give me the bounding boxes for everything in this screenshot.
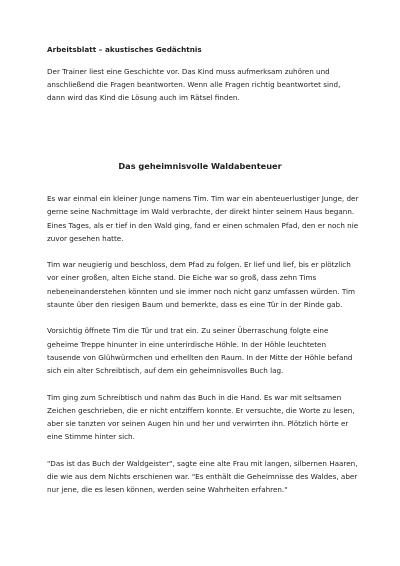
story-paragraph: Es war einmal ein kleiner Junge namens Tim. Tim war ein abenteuerlustiger Junge, der gerne seine Nachmittage im Wald verbrachte, der direkt hinter seinem Haus begann. Eines Tages, als er tief in den Wald ging, fand er einen schmalen Pfad, den er noch nie zuvor gesehen hatte. <box>47 194 359 243</box>
story-paragraph: Vorsichtig öffnete Tim die Tür und trat ein. Zu seiner Überraschung folgte eine geheime Treppe hinunter in eine unterirdische Höhle. In der Höhle leuchteten tausende von Glühwürmchen und erhellten den Raum. In der Mitte der Höhle befand sich ein alter Schreibtisch, auf dem ein geheimnisvolles Buch lag. <box>47 326 353 376</box>
story-paragraph: Tim ging zum Schreibtisch und nahm das Buch in die Hand. Es war mit seltsamen Zeichen geschrieben, die er nicht entziffern konnte. Er versuchte, die Worte zu lesen, aber sie tanzten vor seinen Augen hin und her und verwirrten ihn. Plötzlich hörte er eine Stimme hinter sich. <box>47 392 355 442</box>
story-paragraph: Tim war neugierig und beschloss, dem Pfad zu folgen. Er lief und lief, bis er plötzlich vor einer großen, alten Eiche stand. Die Eiche war so groß, dass zehn Tims nebeneinanderstehen könnten und sie immer noch nicht ganz umfassen würden. Tim staunte über den riesigen Baum und bemerkte, dass es eine Tür in der Rinde gab. <box>47 260 356 310</box>
worksheet-title: Arbeitsblatt – akustisches Gedächtnis <box>47 45 202 54</box>
worksheet-instructions: Der Trainer liest eine Geschichte vor. Das Kind muss aufmerksam zuhören und anschließend die Fragen beantworten. Wenn alle Fragen richtig beantwortet sind, dann wird das Kind die Lösung auch im Rätsel finden. <box>47 67 341 103</box>
story-paragraph: "Das ist das Buch der Waldgeister", sagte eine alte Frau mit langen, silbernen Haaren, die wie aus dem Nichts erschienen war. "Es enthält die Geheimnisse des Waldes, aber nur jene, die es lesen können, werden seine Wahrheiten erfahren." <box>47 458 358 495</box>
story-body <box>47 192 359 510</box>
story-title: Das geheimnisvolle Waldabenteuer <box>118 161 282 171</box>
